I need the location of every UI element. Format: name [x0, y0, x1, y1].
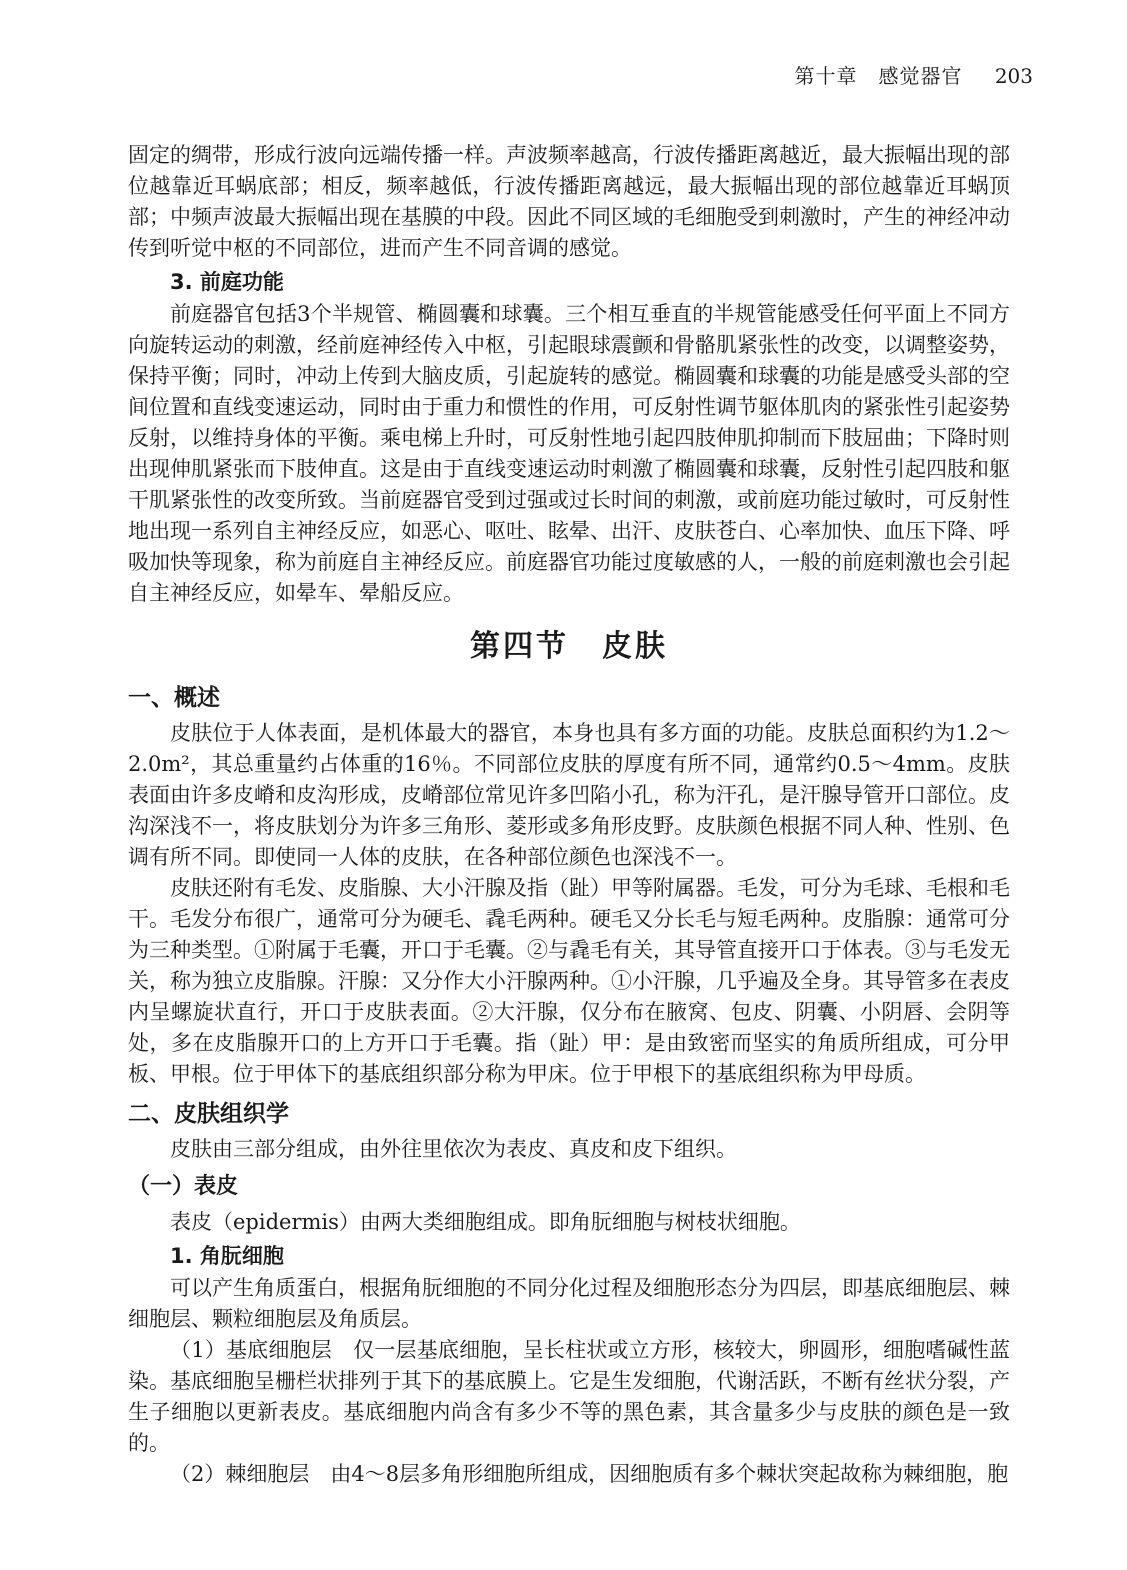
paragraph: 表皮（epidermis）由两大类细胞组成。即角朊细胞与树枝状细胞。: [170, 1210, 801, 1234]
paragraph: （1）基底细胞层 仅一层基底细胞，呈长柱状或立方形，核较大，卵圆形，细胞嗜碱性蓝染。基底细胞呈栅栏状排列于其下的基底膜上。它是生发细胞，代谢活跃，不断有丝状分裂，产生子细胞以更新表皮。基底细胞内尚含有多少不等的黑色素，其含量多少与皮肤的颜色是一致的。: [128, 1338, 1010, 1455]
paragraph: 皮肤还附有毛发、皮脂腺、大小汗腺及指（趾）甲等附属器。毛发，可分为毛球、毛根和毛干。毛发分布很广，通常可分为硬毛、毳毛两种。硬毛又分长毛与短毛两种。皮脂腺：通常可分为三种类型。①附属于毛囊，开口于毛囊。②与毳毛有关，其导管直接开口于体表。③与毛发无关，称为独立皮脂腺。汗腺：又分作大小汗腺两种。①小汗腺，几乎遍及全身。其导管多在表皮内呈螺旋状直行，开口于皮肤表面。②大汗腺，仅分布在腋窝、包皮、阴囊、小阴唇、会阴等处，多在皮脂腺开口的上方开口于毛囊。指（趾）甲：是由致密而坚实的角质所组成，可分甲板、甲根。位于甲体下的基底组织部分称为甲床。位于甲根下的基底组织称为甲母质。: [128, 876, 1010, 1086]
paragraph: 固定的绸带，形成行波向远端传播一样。声波频率越高，行波传播距离越近，最大振幅出现的部位越靠近耳蜗底部；相反，频率越低，行波传播距离越远，最大振幅出现的部位越靠近耳蜗顶部；中频声波最大振幅出现在基膜的中段。因此不同区域的毛细胞受到刺激时，产生的神经冲动传到听觉中枢的不同部位，进而产生不同音调的感觉。: [128, 143, 1010, 260]
page-content: [128, 140, 1010, 1490]
numbered-heading: 3. 前庭功能: [170, 270, 284, 294]
minor-heading: （一）表皮: [128, 1174, 239, 1199]
chapter-title: 第十章 感觉器官: [794, 64, 963, 88]
paragraph: 可以产生角质蛋白，根据角朊细胞的不同分化过程及细胞形态分为四层，即基底细胞层、棘细胞层、颗粒细胞层及角质层。: [128, 1276, 1010, 1331]
major-heading: 二、皮肤组织学: [128, 1101, 289, 1127]
section-title: 第四节 皮肤: [470, 629, 668, 664]
major-heading: 一、概述: [128, 685, 220, 711]
paragraph: 皮肤位于人体表面，是机体最大的器官，本身也具有多方面的功能。皮肤总面积约为1.2～2.0m²，其总重量约占体重的16％。不同部位皮肤的厚度有所不同，通常约0.5～4mm。皮肤表面由许多皮嵴和皮沟形成，皮嵴部位常见许多凹陷小孔，称为汗孔，是汗腺导管开口部位。皮沟深浅不一，将皮肤划分为许多三角形、菱形或多角形皮野。皮肤颜色根据不同人种、性别、色调有所不同。即使同一人体的皮肤，在各种部位颜色也深浅不一。: [128, 721, 1010, 869]
running-header: [794, 62, 1033, 90]
numbered-heading: 1. 角朊细胞: [170, 1244, 284, 1268]
paragraph: 皮肤由三部分组成，由外往里依次为表皮、真皮和皮下组织。: [170, 1137, 737, 1161]
paragraph: （2）棘细胞层 由4～8层多角形细胞所组成，因细胞质有多个棘状突起故称为棘细胞，胞: [170, 1462, 1009, 1486]
page-number: 203: [994, 64, 1033, 88]
paragraph: 前庭器官包括3个半规管、椭圆囊和球囊。三个相互垂直的半规管能感受任何平面上不同方向旋转运动的刺激，经前庭神经传入中枢，引起眼球震颤和骨骼肌紧张性的改变，以调整姿势，保持平衡；同时，冲动上传到大脑皮质，引起旋转的感觉。椭圆囊和球囊的功能是感受头部的空间位置和直线变速运动，同时由于重力和惯性的作用，可反射性调节躯体肌肉的紧张性引起姿势反射，以维持身体的平衡。乘电梯上升时，可反射性地引起四肢伸肌抑制而下肢屈曲；下降时则出现伸肌紧张而下肢伸直。这是由于直线变速运动时刺激了椭圆囊和球囊，反射性引起四肢和躯干肌紧张性的改变所致。当前庭器官受到过强或过长时间的刺激，或前庭功能过敏时，可反射性地出现一系列自主神经反应，如恶心、呕吐、眩晕、出汗、皮肤苍白、心率加快、血压下降、呼吸加快等现象，称为前庭自主神经反应。前庭器官功能过度敏感的人，一般的前庭刺激也会引起自主神经反应，如晕车、晕船反应。: [128, 302, 1010, 605]
